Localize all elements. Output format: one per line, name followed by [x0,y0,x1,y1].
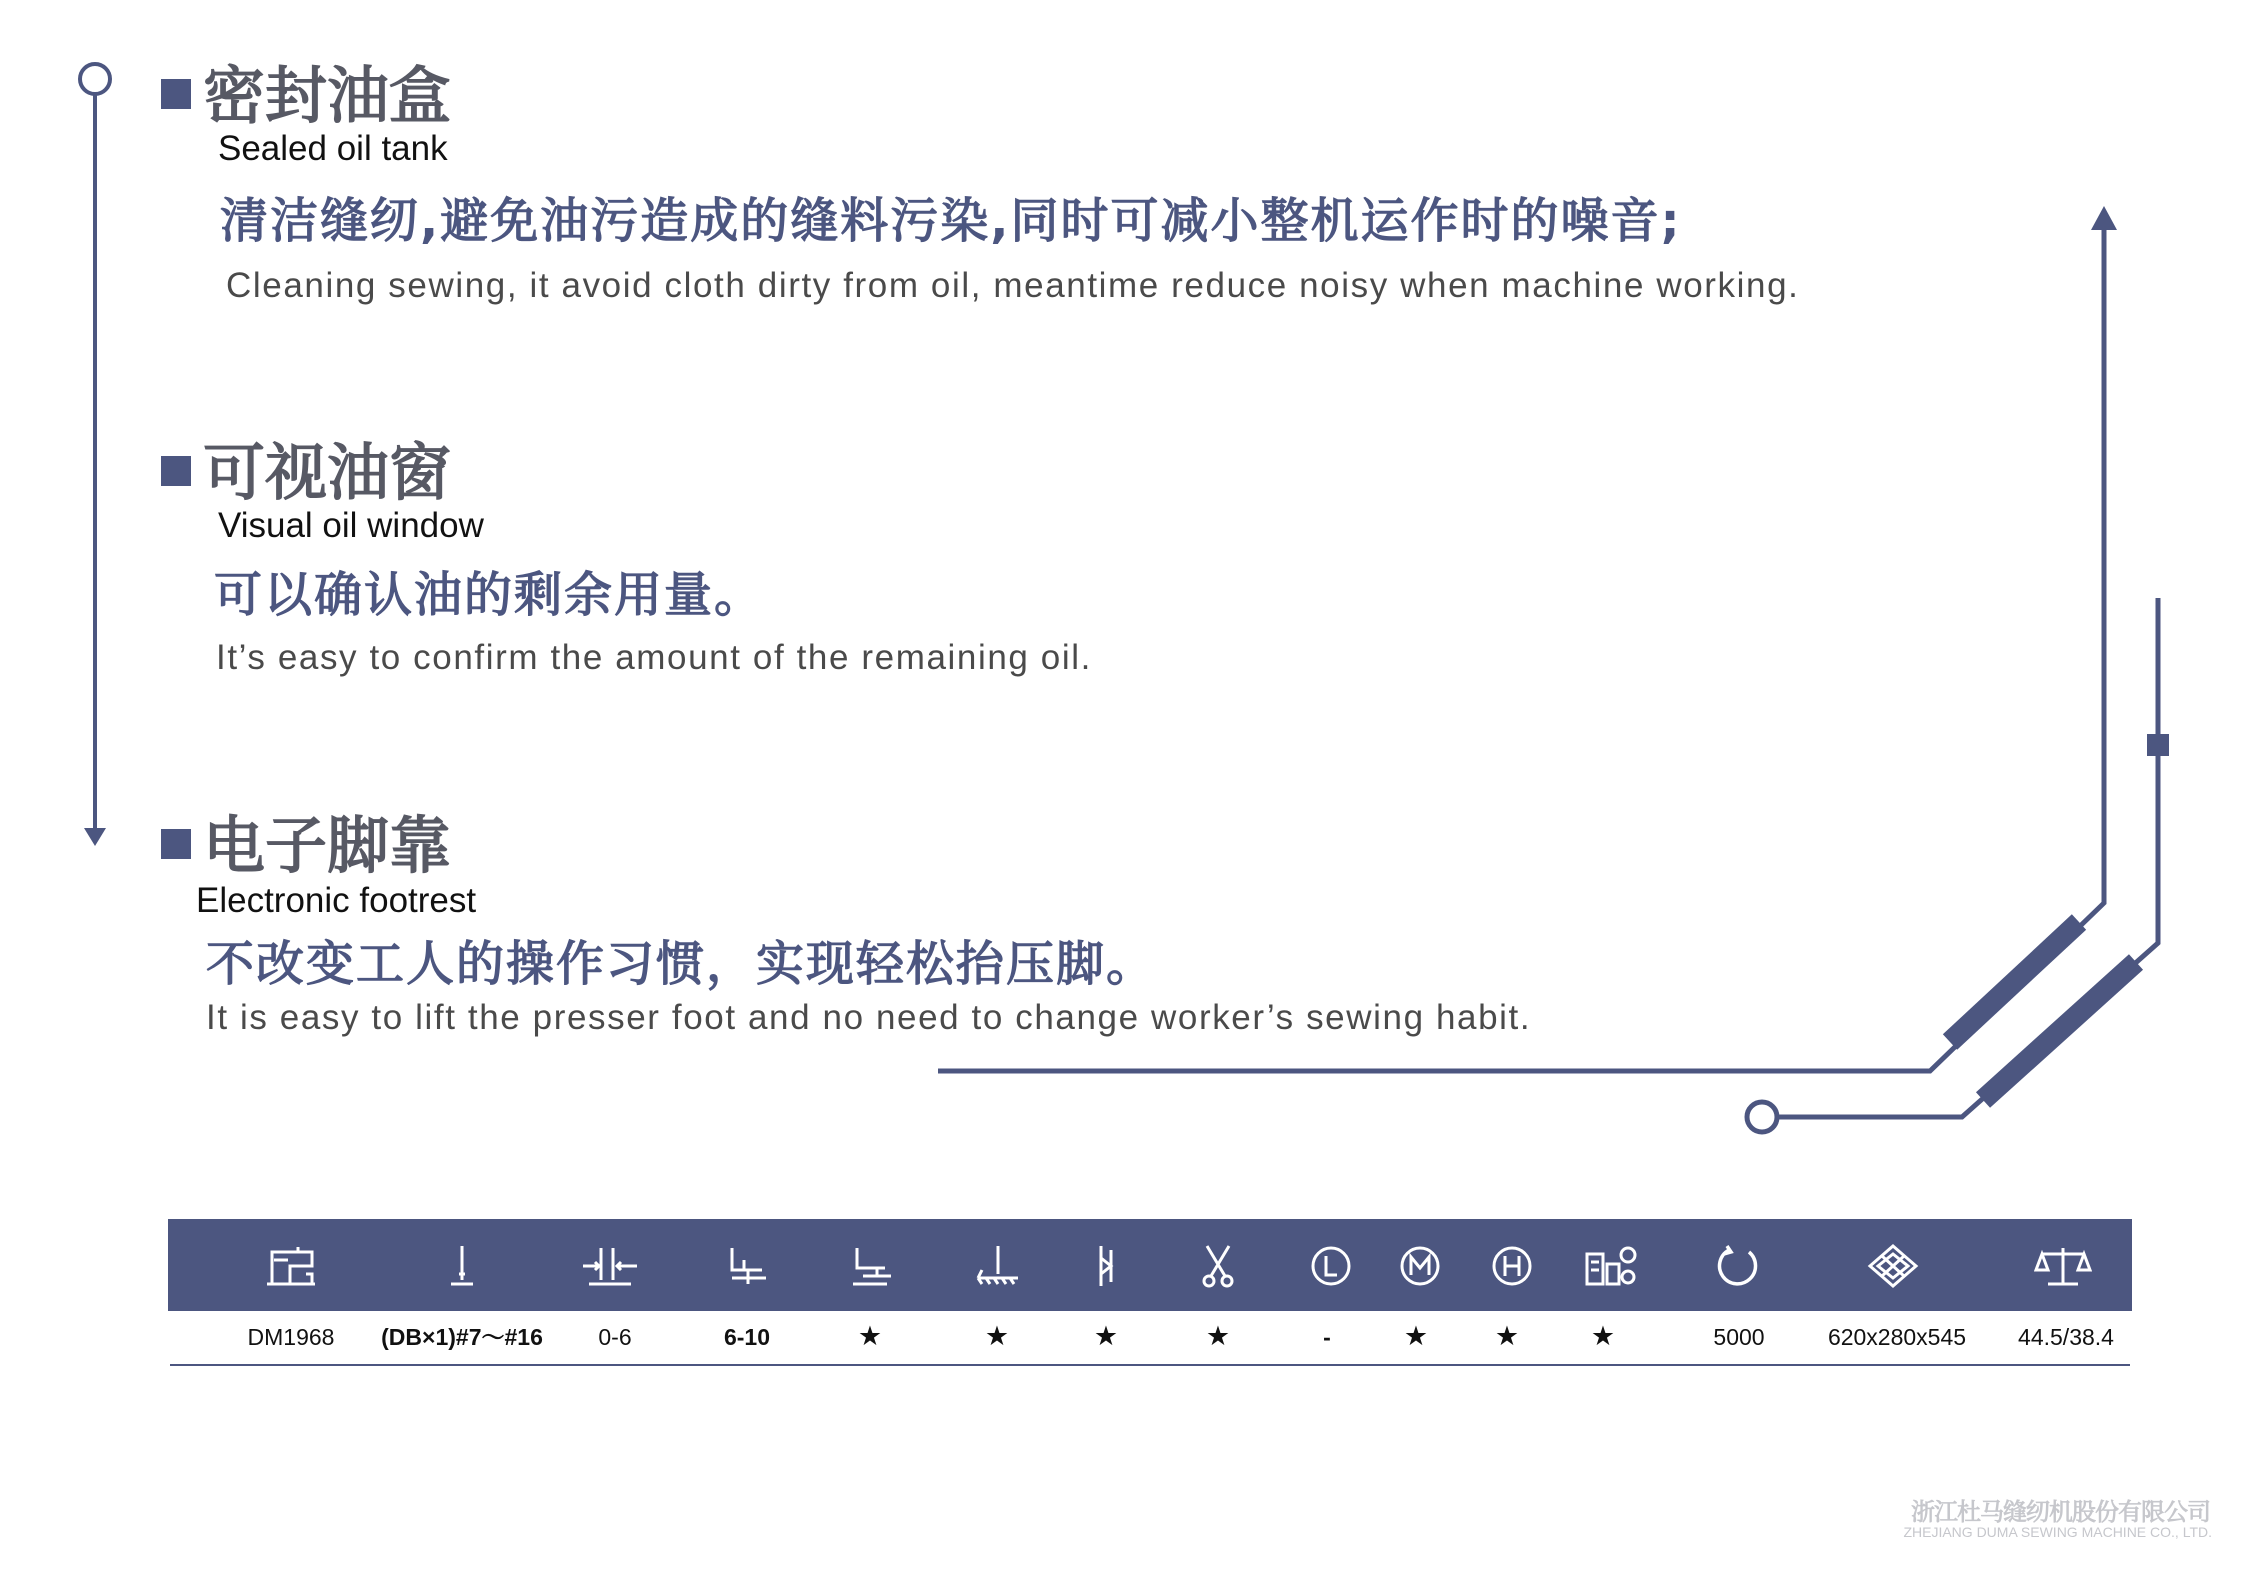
company-name-cn: 浙江杜马缝纫机股份有限公司 [1911,1498,2210,1526]
spec-heavy-material-value: ★ [1494,1321,1520,1351]
spec-stitch-length-value: 0-6 [598,1324,632,1350]
control-panel-icon [1581,1244,1639,1288]
heavy-material-icon [1483,1244,1541,1288]
feature-title-cn: 密封油盒 [203,59,452,132]
spec-control-panel-value: ★ [1590,1321,1616,1351]
light-material-icon [1302,1244,1360,1288]
spec-needle-value: (DB×1)#7～#16 [381,1324,543,1350]
spec-knee-lift-value: ★ [857,1321,883,1351]
sewing-machine-icon [262,1244,320,1288]
company-name-en: ZHEJIANG DUMA SEWING MACHINE CO., LTD. [1903,1524,2212,1540]
speed-icon [1707,1244,1765,1288]
bullet-square-icon [161,829,191,859]
bullet-square-icon [161,456,191,486]
dimensions-icon [1864,1244,1922,1288]
spec-weight-value: 44.5/38.4 [2018,1324,2114,1350]
spec-light-material-value: - [1323,1324,1331,1350]
feature-desc-en: It’s easy to confirm the amount of the remaining oil. [216,638,1092,677]
needle-feed-icon [968,1244,1026,1288]
feature-desc-cn: 可以确认油的剩余用量。 [214,567,765,623]
feature-desc-en: It is easy to lift the presser foot and no need to change worker’s sewing habit. [206,998,1532,1037]
needle-icon [433,1244,491,1288]
spec-dimensions-value: 620x280x545 [1827,1324,1967,1350]
spec-needle-feed-value: ★ [984,1321,1010,1351]
spec-stitch-type-value: ★ [1093,1321,1119,1351]
stitch-type-icon [1077,1244,1135,1288]
weight-icon [2034,1244,2092,1288]
feature-desc-cn: 不改变工人的操作习惯，实现轻松抬压脚。 [206,936,1157,992]
spec-table-bottom-line [170,1364,2130,1366]
feature-title-en: Sealed oil tank [218,129,448,168]
thread-trimmer-icon [1189,1244,1247,1288]
spec-medium-material-value: ★ [1403,1321,1429,1351]
feature-desc-en: Cleaning sewing, it avoid cloth dirty from oil, meantime reduce noisy when machine working. [226,266,1800,305]
medium-material-icon [1391,1244,1449,1288]
feature-title-en: Electronic footrest [196,881,477,920]
bullet-square-icon [161,79,191,109]
feature-title-cn: 可视油窗 [203,436,452,509]
presser-foot-lift-icon [718,1244,776,1288]
spec-presser-foot-lift-value: 6-10 [723,1324,771,1350]
feature-title-en: Visual oil window [218,506,484,545]
feature-desc-cn: 清洁缝纫,避免油污造成的缝料污染,同时可减小整机运作时的噪音; [220,193,1682,249]
knee-lift-icon [841,1244,899,1288]
feature-title-cn: 电子脚靠 [203,809,452,882]
spec-thread-trimmer-value: ★ [1205,1321,1231,1351]
spec-model-value: DM1968 [247,1324,335,1350]
spec-speed-value: 5000 [1713,1324,1765,1350]
stitch-length-icon [581,1244,639,1288]
